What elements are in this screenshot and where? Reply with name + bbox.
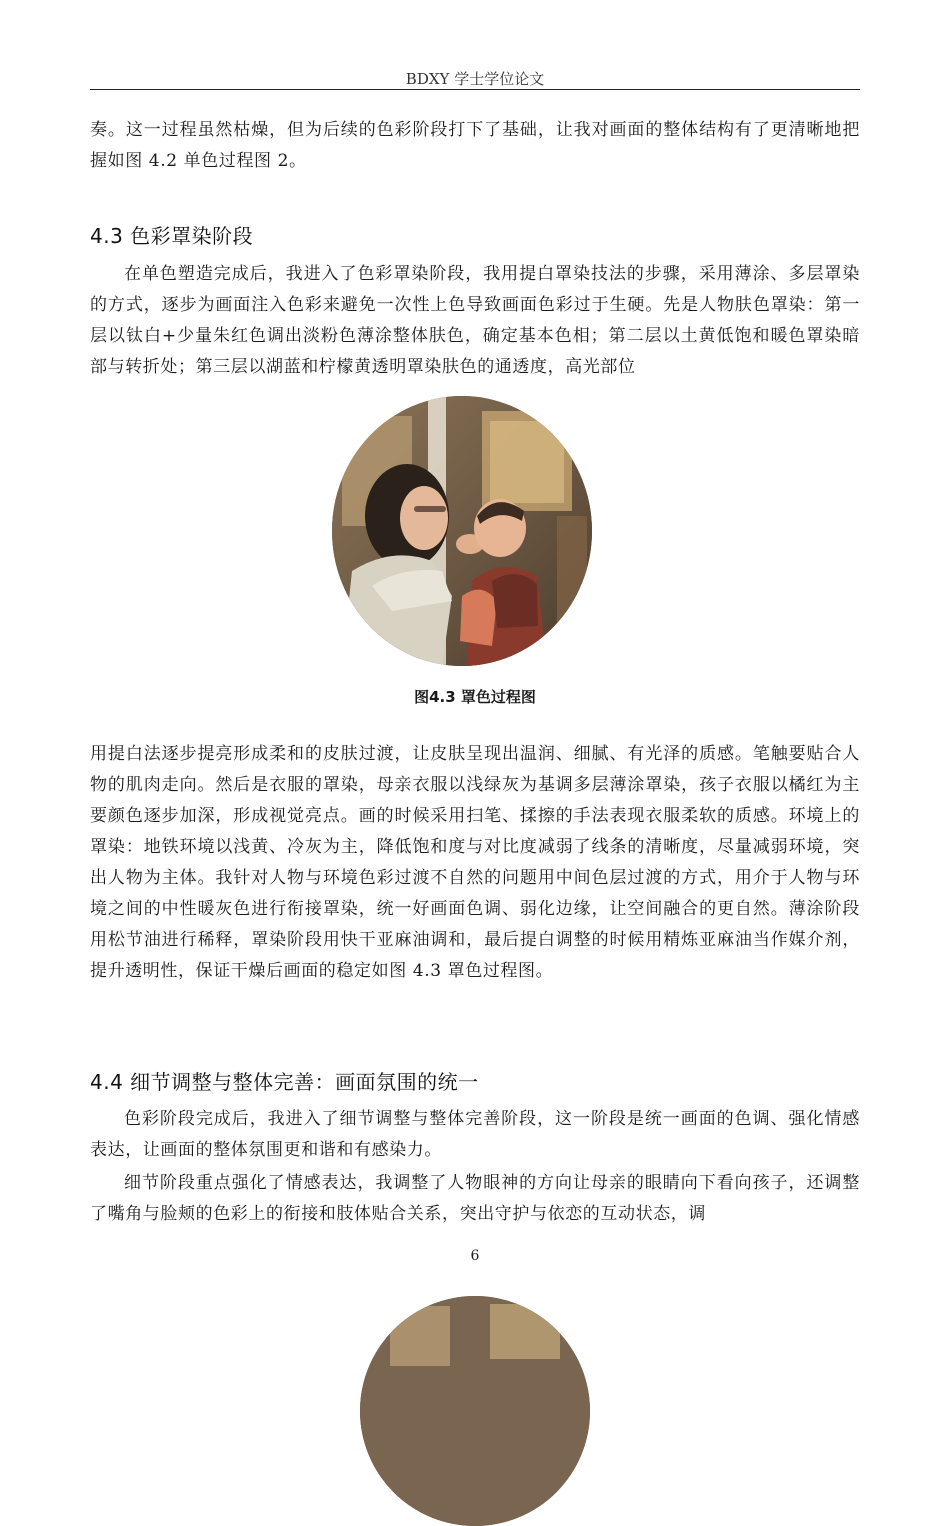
section-4-4-paragraph-1: 色彩阶段完成后，我进入了细节调整与整体完善阶段，这一阶段是统一画面的色调、强化情感表达，让画面的整体氛围更和谐和有感染力。 <box>90 1109 860 1160</box>
figure-4-3-caption: 图4.3 罩色过程图 <box>414 688 536 706</box>
section-4-4-heading: 4.4 细节调整与整体完善：画面氛围的统一 <box>90 1070 479 1094</box>
painting-image <box>332 396 592 666</box>
section-4-3-heading: 4.3 色彩罩染阶段 <box>90 224 254 248</box>
page-number: 6 <box>470 1248 480 1264</box>
section-4-4-paragraph-2: 细节阶段重点强化了情感表达，我调整了人物眼神的方向让母亲的眼睛向下看向孩子，还调整了嘴角与脸颊的色彩上的衔接和肢体贴合关系，突出守护与依恋的互动状态，调 <box>90 1173 860 1224</box>
section-4-3-paragraph-1: 在单色塑造完成后，我进入了色彩罩染阶段，我用提白罩染技法的步骤，采用薄涂、多层罩染的方式，逐步为画面注入色彩来避免一次性上色导致画面色彩过于生硬。先是人物肤色罩染：第一层以钛白+少量朱红色调出淡粉色薄涂整体肤色，确定基本色相；第二层以土黄低饱和暖色罩染暗部与转折处；第三层以湖蓝和柠檬黄透明罩染肤色的通透度，高光部位 <box>90 264 860 377</box>
next-figure-partial <box>360 1296 590 1526</box>
intro-paragraph: 奏。这一过程虽然枯燥，但为后续的色彩阶段打下了基础，让我对画面的整体结构有了更清晰地把握如图 4.2 单色过程图 2。 <box>90 120 860 171</box>
next-painting-image <box>360 1296 590 1526</box>
header-rule <box>90 89 860 90</box>
figure-4-3-painting <box>332 396 592 666</box>
page-header: BDXY 学士学位论文 <box>405 70 545 88</box>
section-4-3-paragraph-2: 用提白法逐步提亮形成柔和的皮肤过渡，让皮肤呈现出温润、细腻、有光泽的质感。笔触要贴合人物的肌肉走向。然后是衣服的罩染，母亲衣服以浅绿灰为基调多层薄涂罩染，孩子衣服以橘红为主要颜色逐步加深，形成视觉亮点。画的时候采用扫笔、揉擦的手法表现衣服柔软的质感。环境上的罩染：地铁环境以浅黄、冷灰为主，降低饱和度与对比度减弱了线条的清晰度，尽量减弱环境，突出人物为主体。我针对人物与环境色彩过渡不自然的问题用中间色层过渡的方式，用介于人物与环境之间的中性暖灰色进行衔接罩染，统一好画面色调、弱化边缘，让空间融合的更自然。薄涂阶段用松节油进行稀释，罩染阶段用快干亚麻油调和，最后提白调整的时候用精炼亚麻油当作媒介剂，提升透明性，保证干燥后画面的稳定如图 4.3 罩色过程图。 <box>90 744 860 981</box>
